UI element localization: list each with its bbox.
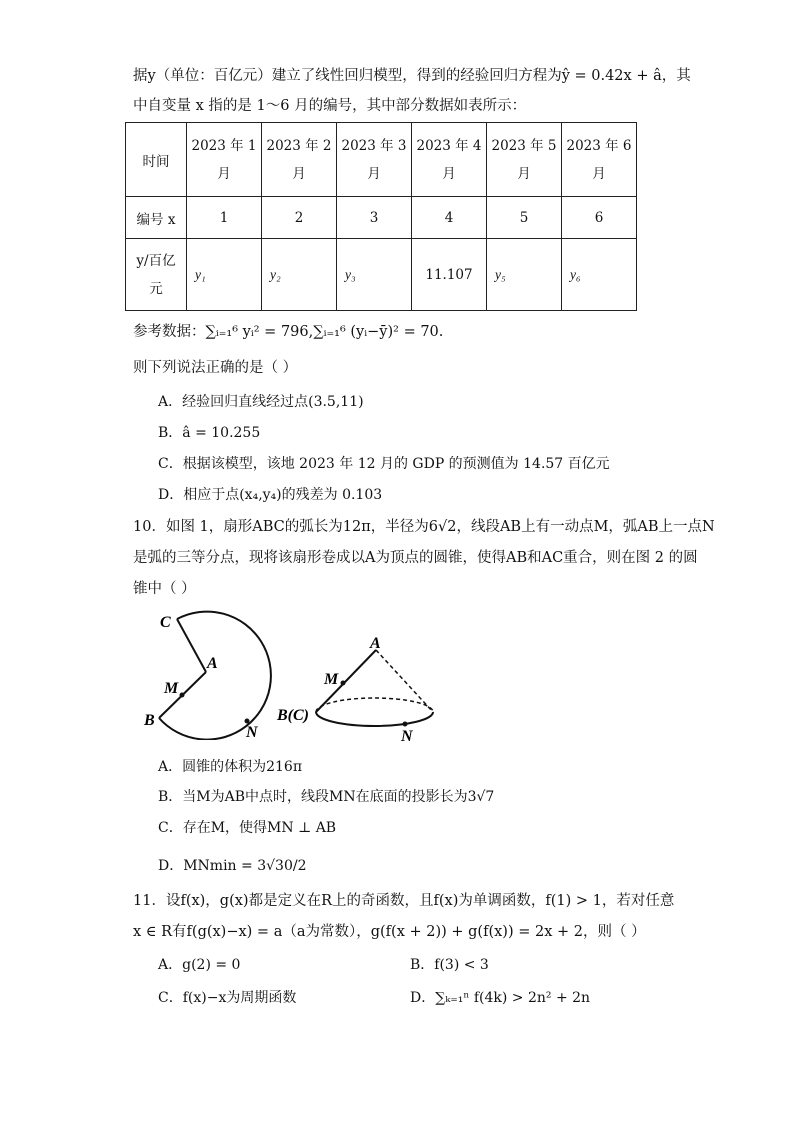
label-c: C xyxy=(160,614,171,631)
q11-option-a: A．g(2) = 0 xyxy=(158,957,241,973)
table-cell-y: y₁ xyxy=(187,239,262,311)
q10-line-2: 是弧的三等分点，现将该扇形卷成以A为顶点的圆锥，使得AB和AC重合，则在图 2 的圆 xyxy=(133,550,698,566)
table-row-id xyxy=(126,197,637,239)
q11-option-b: B．f(3) < 3 xyxy=(410,957,489,973)
q11-option-d: D．∑ₖ₌₁ⁿ f(4k) > 2n² + 2n xyxy=(410,990,591,1006)
q11-option-c: C．f(x)−x为周期函数 xyxy=(158,990,297,1006)
q9-stem: 则下列说法正确的是（ ） xyxy=(133,360,298,376)
table-cell-y: y₂ xyxy=(262,239,337,311)
table-cell-id: 1 xyxy=(187,197,262,239)
table-cell-month-6: 2023 年 6 月 xyxy=(562,123,637,197)
q9-option-a: A．经验回归直线经过点(3.5,11) xyxy=(158,394,364,410)
point-n xyxy=(245,719,250,724)
q9-option-d: D．相应于点(x₄,y₄)的残差为 0.103 xyxy=(158,487,383,503)
table-cell-month-3: 2023 年 3 月 xyxy=(337,123,412,197)
table-cell-month-1: 2023 年 1 月 xyxy=(187,123,262,197)
table-header-y: y/百亿 元 xyxy=(126,239,187,311)
data-table xyxy=(125,122,637,311)
label-m: M xyxy=(324,671,339,688)
base-front-arc xyxy=(316,712,433,726)
q11-line-2: x ∈ R有f(g(x)−x) = a（a为常数），g(f(x + 2)) + g(f(x)) = 2x + 2，则（ ） xyxy=(133,924,646,940)
label-a: A xyxy=(370,635,381,652)
table-cell-id: 5 xyxy=(487,197,562,239)
q10-option-c: C．存在M，使得MN ⊥ AB xyxy=(158,820,337,836)
label-bc: B(C) xyxy=(277,707,309,724)
point-m xyxy=(180,693,185,698)
cone-slant-right xyxy=(376,650,433,712)
q9-option-b: B．â = 10.255 xyxy=(158,425,261,441)
table-cell-y: y₃ xyxy=(337,239,412,311)
table-cell-month-5: 2023 年 5 月 xyxy=(487,123,562,197)
q10-line-3: 锥中（ ） xyxy=(133,581,196,597)
figure-2-cone xyxy=(274,628,444,746)
table-cell-id: 6 xyxy=(562,197,637,239)
table-row-y xyxy=(126,239,637,311)
table-cell-y: y₆ xyxy=(562,239,637,311)
intro-line-1: 据y（单位：百亿元）建立了线性回归模型，得到的经验回归方程为ŷ = 0.42x + â，其 xyxy=(133,68,691,84)
table-cell-month-4: 2023 年 4 月 xyxy=(412,123,487,197)
point-n xyxy=(403,722,408,727)
table-cell-month-2: 2023 年 2 月 xyxy=(262,123,337,197)
q9-option-c: C．根据该模型，该地 2023 年 12 月的 GDP 的预测值为 14.57 百亿元 xyxy=(158,456,610,472)
table-header-id: 编号 x xyxy=(126,197,187,239)
q10-option-b: B．当M为AB中点时，线段MN在底面的投影长为3√7 xyxy=(158,789,495,805)
reference-data: 参考数据：∑ᵢ₌₁⁶ yᵢ² = 796,∑ᵢ₌₁⁶ (yᵢ−ȳ)² = 70. xyxy=(133,324,444,340)
arc-bc xyxy=(159,612,271,740)
q10-option-a: A．圆锥的体积为216π xyxy=(158,759,303,775)
label-n: N xyxy=(246,724,258,740)
base-back-arc xyxy=(316,698,433,712)
label-b: B xyxy=(144,712,155,729)
intro-line-2: 中自变量 x 指的是 1～6 月的编号，其中部分数据如表所示： xyxy=(133,98,527,114)
label-a: A xyxy=(207,655,218,672)
point-m xyxy=(341,681,346,686)
table-cell-id: 4 xyxy=(412,197,487,239)
table-cell-id: 2 xyxy=(262,197,337,239)
label-m: M xyxy=(164,680,179,697)
label-n: N xyxy=(401,728,413,745)
q10-line-1: 10．如图 1，扇形ABC的弧长为12π，半径为6√2，线段AB上有一动点M，弧AB上一点N xyxy=(133,519,715,535)
table-row-time xyxy=(126,123,637,197)
table-cell-y: y₅ xyxy=(487,239,562,311)
segment-ac xyxy=(177,619,206,672)
table-cell-y: 11.107 xyxy=(412,239,487,311)
q11-line-1: 11．设f(x)，g(x)都是定义在R上的奇函数，且f(x)为单调函数，f(1) > 1，若对任意 xyxy=(133,893,675,909)
q10-option-d: D．MNmin = 3√30/2 xyxy=(158,858,307,874)
table-cell-id: 3 xyxy=(337,197,412,239)
table-header-time: 时间 xyxy=(126,123,187,197)
figure-1-sector xyxy=(130,605,280,740)
